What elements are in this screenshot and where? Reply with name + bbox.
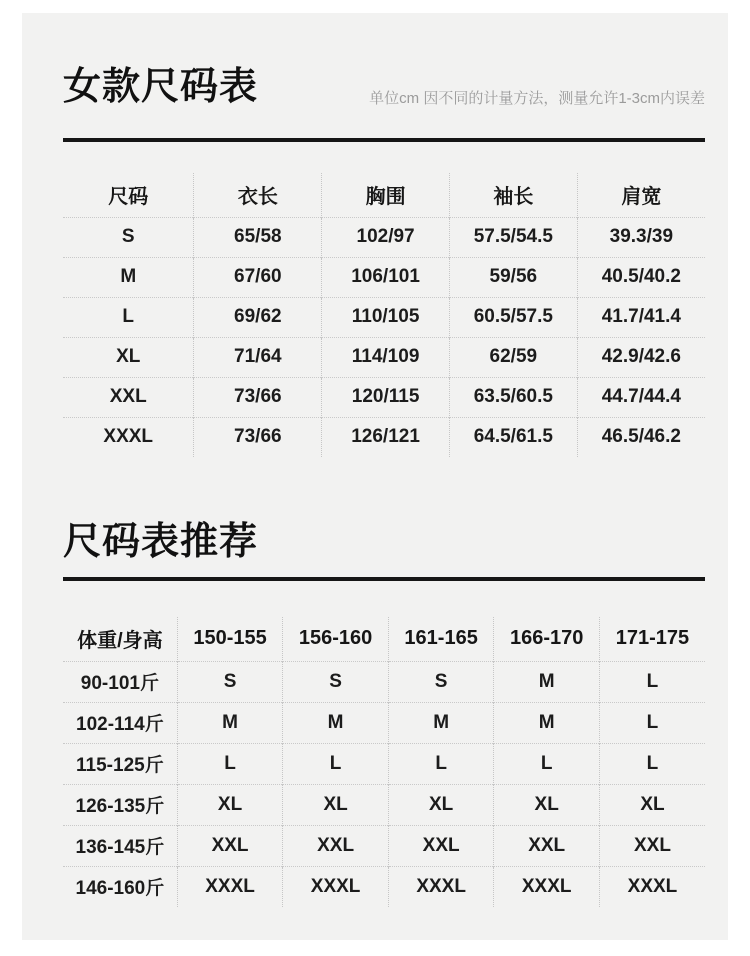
table-row	[63, 377, 705, 417]
column-header-sleeve: 袖长	[449, 173, 577, 217]
table-cell: 46.5/46.2	[601, 426, 681, 448]
table-cell: S	[388, 661, 494, 702]
size-table-header-row	[63, 173, 705, 217]
row-label: XXL	[63, 377, 194, 417]
row-label: 126-135斤	[63, 784, 177, 825]
size-measurement-table	[63, 173, 705, 457]
table-cell: S	[177, 661, 283, 702]
table-cell: XXL	[634, 834, 671, 856]
table-cell: XXXL	[388, 866, 494, 907]
table-cell: 64.5/61.5	[449, 417, 577, 457]
column-header-length: 衣长	[194, 173, 322, 217]
table-row	[63, 257, 705, 297]
table-row	[63, 337, 705, 377]
table-row	[63, 661, 705, 702]
table-cell: 120/115	[322, 377, 450, 417]
table-cell: 60.5/57.5	[449, 297, 577, 337]
table-cell: S	[283, 661, 389, 702]
table-cell: L	[177, 743, 283, 784]
table-cell: 114/109	[322, 337, 450, 377]
table-cell: 102/97	[322, 217, 450, 257]
column-header-height-156-160: 156-160	[283, 617, 389, 661]
table-cell: XL	[283, 784, 389, 825]
table-cell: XXL	[494, 825, 600, 866]
column-header-height-166-170: 166-170	[494, 617, 600, 661]
table-cell: 73/66	[194, 417, 322, 457]
table-cell: 42.9/42.6	[601, 346, 681, 367]
table-cell: 62/59	[449, 337, 577, 377]
table-cell: 126/121	[322, 417, 450, 457]
title-underline	[63, 138, 705, 142]
row-label: 136-145斤	[63, 825, 177, 866]
row-label: 146-160斤	[63, 866, 177, 907]
size-chart-card	[22, 13, 728, 940]
table-row	[63, 784, 705, 825]
table-cell: 69/62	[194, 297, 322, 337]
table-cell: 44.7/44.4	[601, 386, 681, 407]
table-cell: 71/64	[194, 337, 322, 377]
recommend-title-underline	[63, 577, 705, 581]
table-cell: XXL	[283, 825, 389, 866]
table-cell: 41.7/41.4	[601, 306, 681, 327]
table-cell: XL	[640, 793, 665, 815]
table-cell: L	[646, 711, 659, 733]
row-label: L	[63, 297, 194, 337]
table-cell: XXL	[388, 825, 494, 866]
table-row	[63, 297, 705, 337]
table-cell: XL	[177, 784, 283, 825]
column-header-height-150-155: 150-155	[177, 617, 283, 661]
table-row	[63, 417, 705, 457]
column-header-bust: 胸围	[322, 173, 450, 217]
row-label: S	[63, 217, 194, 257]
table-cell: XXXL	[283, 866, 389, 907]
size-recommendation-table	[63, 617, 705, 907]
table-cell: M	[494, 702, 600, 743]
table-cell: 40.5/40.2	[601, 266, 681, 287]
table-cell: L	[283, 743, 389, 784]
table-row	[63, 866, 705, 907]
table-cell: M	[283, 702, 389, 743]
table-cell: L	[494, 743, 600, 784]
table-row	[63, 743, 705, 784]
table-cell: L	[646, 670, 659, 692]
table-cell: 63.5/60.5	[449, 377, 577, 417]
table-cell: 65/58	[194, 217, 322, 257]
row-label: 102-114斤	[63, 702, 177, 743]
column-header-height-171-175: 171-175	[615, 627, 690, 650]
table-row	[63, 702, 705, 743]
table-cell: M	[388, 702, 494, 743]
table-row	[63, 217, 705, 257]
table-cell: XL	[494, 784, 600, 825]
table-cell: L	[388, 743, 494, 784]
recommend-table-header-row	[63, 617, 705, 661]
measurement-tolerance-note: 单位cm 因不同的计量方法，测量允许1-3cm内误差	[369, 90, 705, 107]
table-cell: 106/101	[322, 257, 450, 297]
table-cell: 110/105	[322, 297, 450, 337]
column-header-size: 尺码	[63, 173, 194, 217]
row-label: 90-101斤	[63, 661, 177, 702]
table-cell: M	[494, 661, 600, 702]
column-header-shoulder: 肩宽	[621, 186, 662, 209]
table-cell: XL	[388, 784, 494, 825]
table-cell: L	[646, 752, 659, 774]
women-size-section-header	[63, 13, 705, 114]
table-cell: XXXL	[177, 866, 283, 907]
table-cell: XXXL	[494, 866, 600, 907]
recommend-table-body	[63, 661, 705, 907]
table-cell: 59/56	[449, 257, 577, 297]
table-cell: XXXL	[627, 875, 678, 897]
page-title: 女款尺码表	[63, 66, 259, 108]
recommend-section-title: 尺码表推荐	[63, 521, 259, 563]
row-label: 115-125斤	[63, 743, 177, 784]
table-cell: 67/60	[194, 257, 322, 297]
table-cell: 57.5/54.5	[449, 217, 577, 257]
table-cell: 39.3/39	[609, 226, 674, 247]
row-label: M	[63, 257, 194, 297]
size-table-body	[63, 217, 705, 457]
table-row	[63, 825, 705, 866]
row-label: XL	[63, 337, 194, 377]
recommend-section-header	[63, 457, 705, 569]
table-cell: M	[177, 702, 283, 743]
column-header-height-161-165: 161-165	[388, 617, 494, 661]
table-cell: XXL	[177, 825, 283, 866]
table-cell: 73/66	[194, 377, 322, 417]
row-label: XXXL	[63, 417, 194, 457]
column-header-weight-height: 体重/身高	[63, 617, 177, 661]
